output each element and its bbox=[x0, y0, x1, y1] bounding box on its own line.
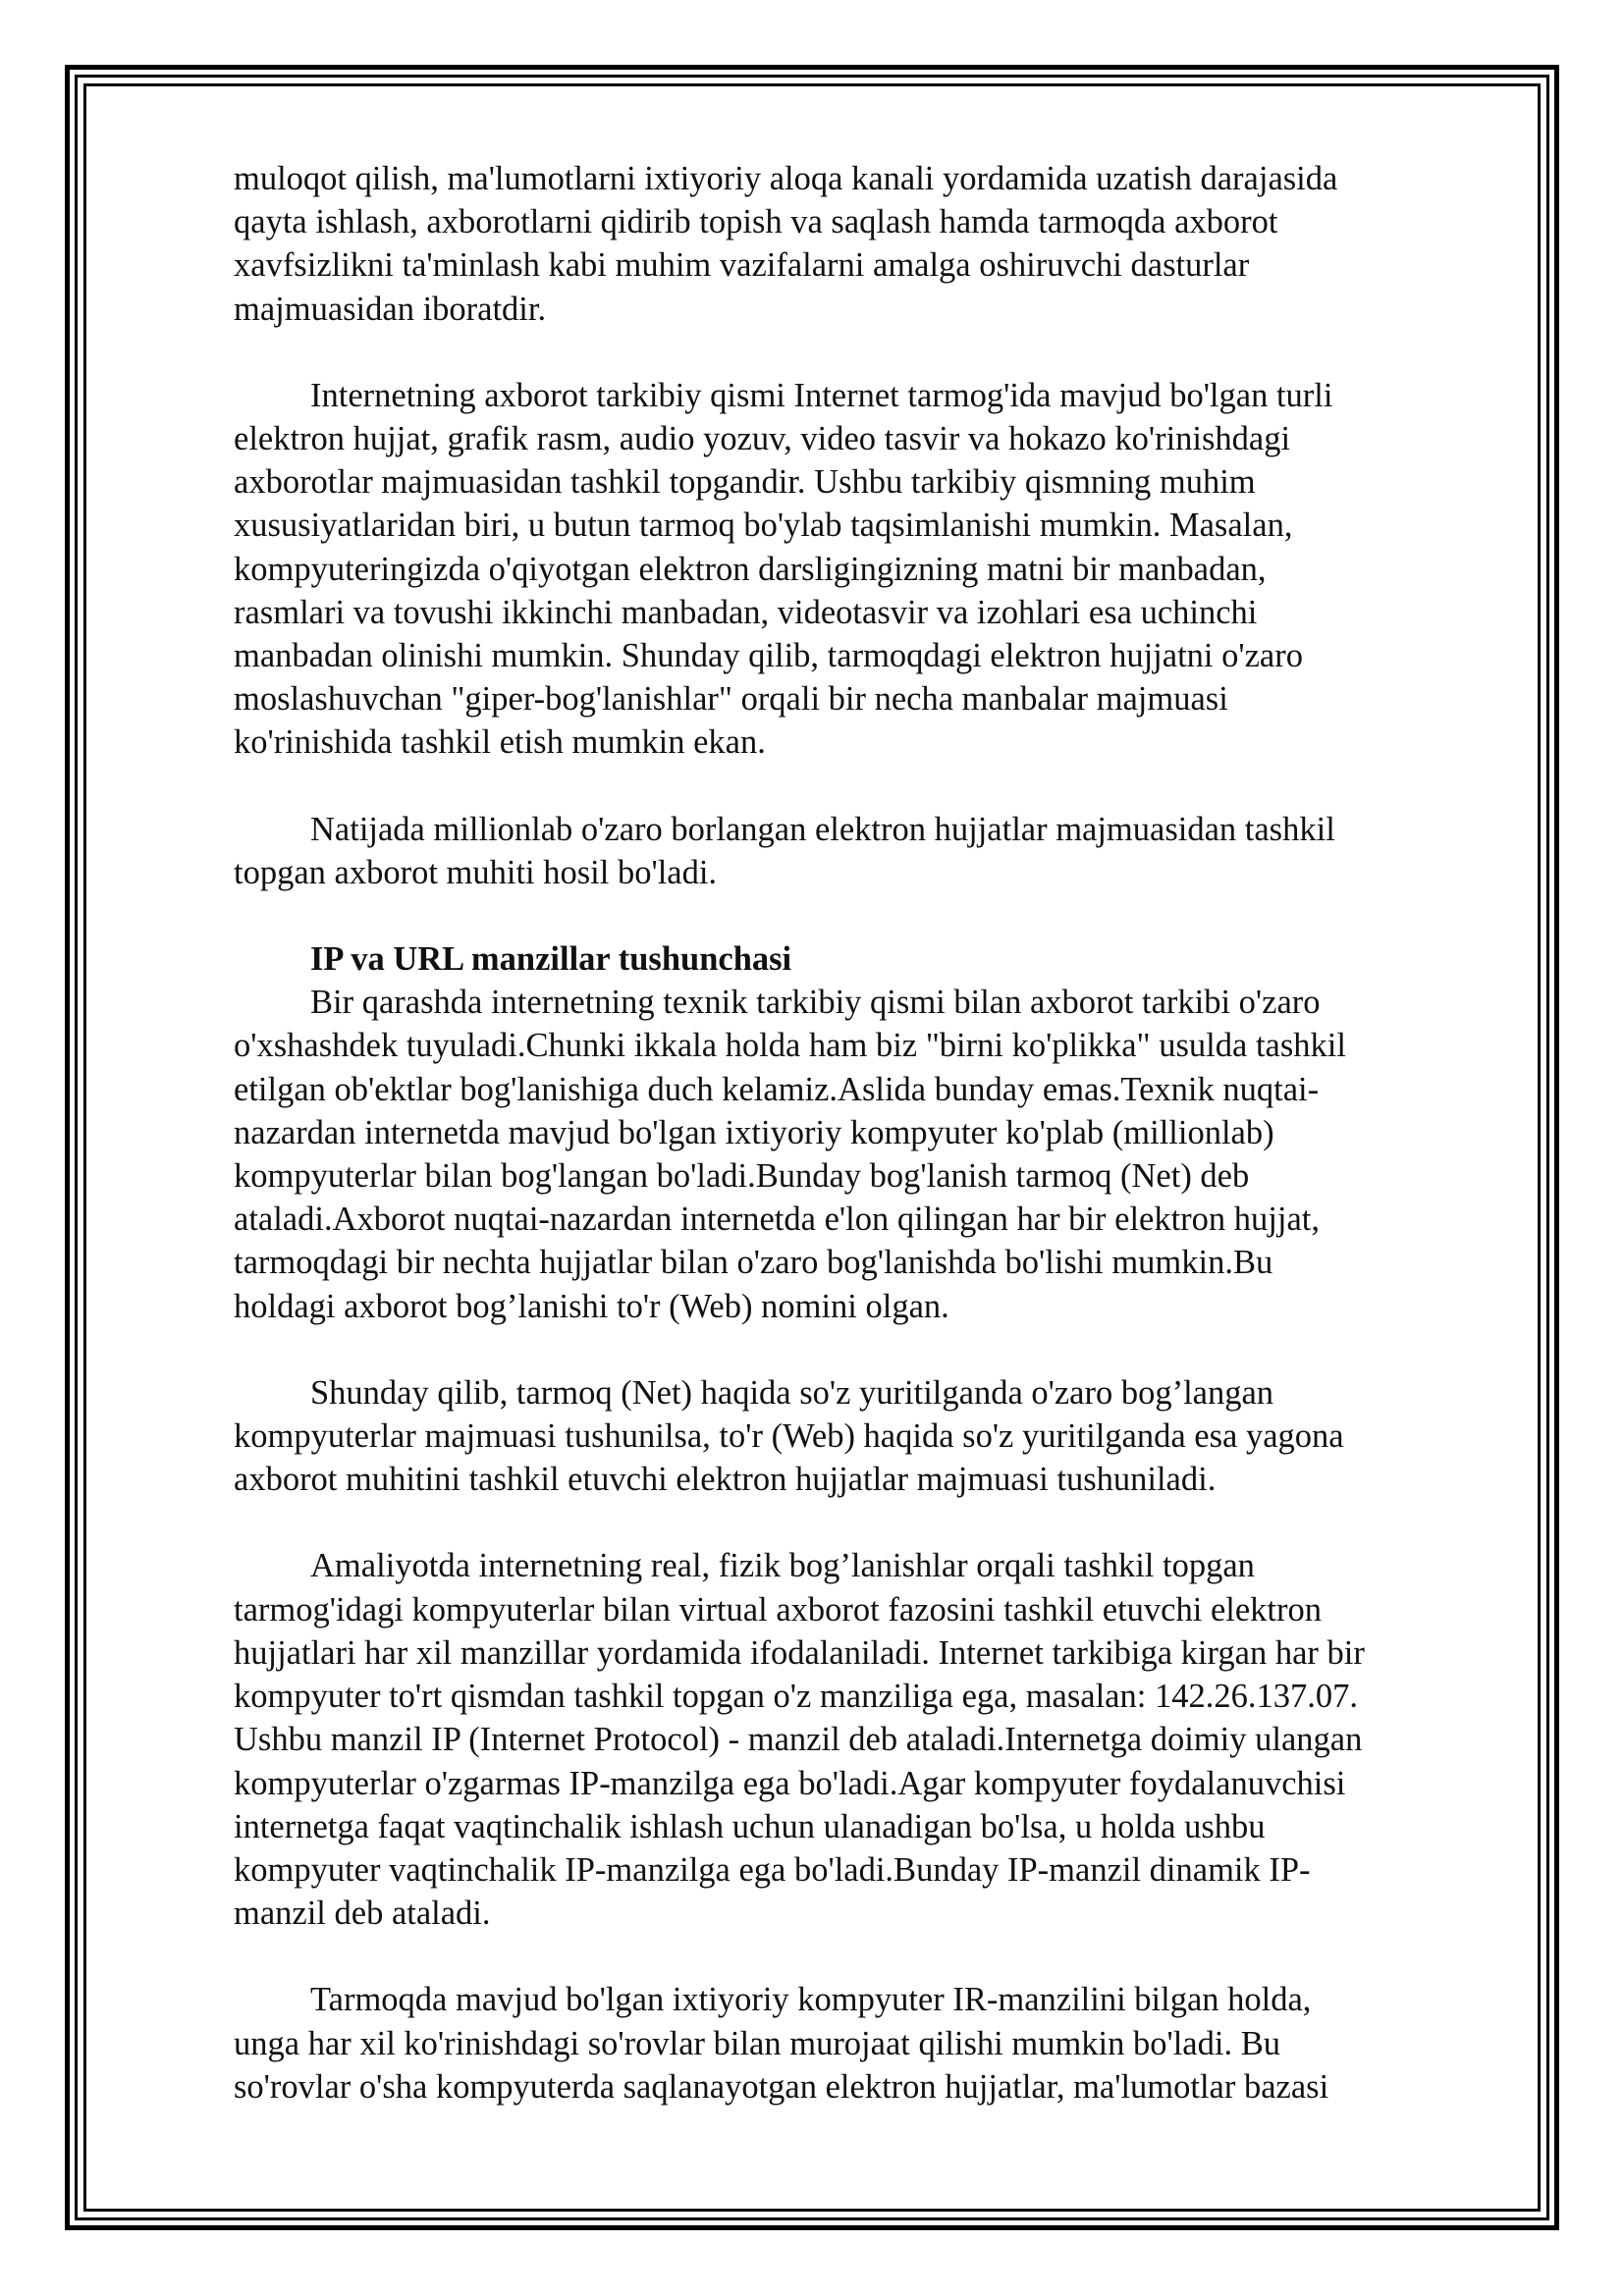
text-line: xavfsizlikni ta'minlash kabi muhim vazifalarni amalga oshiruvchi dasturlar bbox=[234, 246, 1250, 285]
text-line: Bir qarashda internetning texnik tarkibiy qismi bilan axborot tarkibi o'zaro bbox=[310, 984, 1321, 1022]
text-line: qayta ishlash, axborotlarni qidirib topish va saqlash hamda tarmoqda axborot bbox=[234, 203, 1278, 241]
text-line: nazardan internetda mavjud bo'lgan ixtiyoriy kompyuter ko'plab (millionlab) bbox=[234, 1113, 1274, 1151]
text-line: tarmoqdagi bir nechta hujjatlar bilan o'zaro bog'lanishda bo'lishi mumkin.Bu bbox=[234, 1244, 1273, 1282]
text-line: Ushbu manzil IP (Internet Protocol) - manzil deb ataladi.Internetga doimiy ulangan bbox=[234, 1721, 1363, 1759]
text-line: kompyuterlar o'zgarmas IP-manzilga ega bo'ladi.Agar kompyuter foydalanuvchisi bbox=[234, 1764, 1346, 1802]
text-line: Amaliyotda internetning real, fizik bog’lanishlar orqali tashkil topgan bbox=[310, 1547, 1255, 1585]
text-line: Tarmoqda mavjud bo'lgan ixtiyoriy kompyuter IR-manzilini bilgan holda, bbox=[310, 1981, 1312, 2019]
text-line: so'rovlar o'sha kompyuterda saqlanayotgan elektron hujjatlar, ma'lumotlar bazasi bbox=[234, 2067, 1329, 2106]
document-body bbox=[234, 157, 1530, 2109]
text-line: o'xshashdek tuyuladi.Chunki ikkala holda ham biz "birni ko'plikka" usulda tashkil bbox=[234, 1027, 1346, 1065]
text-line: manbadan olinishi mumkin. Shunday qilib, tarmoqdagi elektron hujjatni o'zaro bbox=[234, 637, 1303, 675]
text-line: axborotlar majmuasidan tashkil topgandir. Ushbu tarkibiy qismning muhim bbox=[234, 463, 1256, 502]
text-line: kompyuter vaqtinchalik IP-manzilga ega bo'ladi.Bunday IP-manzil dinamik IP- bbox=[234, 1850, 1311, 1889]
text-line: axborot muhitini tashkil etuvchi elektron hujjatlar majmuasi tushuniladi. bbox=[234, 1461, 1217, 1499]
text-line: ataladi.Axborot nuqtai-nazardan internetda e'lon qilingan har bir elektron hujjat, bbox=[234, 1201, 1320, 1239]
text-line: tarmog'idagi kompyuterlar bilan virtual axborot fazosini tashkil etuvchi elektron bbox=[234, 1590, 1322, 1629]
text-line: manzil deb ataladi. bbox=[234, 1895, 491, 1933]
paragraph-1 bbox=[234, 157, 1530, 331]
text-line: kompyuterlar bilan bog'langan bo'ladi.Bunday bog'lanish tarmoq (Net) deb bbox=[234, 1157, 1250, 1196]
text-line: muloqot qilish, ma'lumotlarni ixtiyoriy aloqa kanali yordamida uzatish darajasida bbox=[234, 160, 1338, 197]
paragraph-4 bbox=[234, 981, 1530, 1328]
text-line: unga har xil ko'rinishdagi so'rovlar bilan murojaat qilishi mumkin bo'ladi. Bu bbox=[234, 2024, 1280, 2062]
text-line: kompyuteringizda o'qiyotgan elektron darsligingizning matni bir manbadan, bbox=[234, 550, 1267, 588]
paragraph-6 bbox=[234, 1544, 1530, 1935]
text-line: Natijada millionlab o'zaro borlangan elektron hujjatlar majmuasidan tashkil bbox=[310, 810, 1335, 848]
text-line: moslashuvchan "giper-bog'lanishlar" orqali bir necha manbalar majmuasi bbox=[234, 680, 1228, 719]
text-line: majmuasidan iboratdir. bbox=[234, 290, 547, 328]
text-line: internetga faqat vaqtinchalik ishlash uchun ulanadigan bo'lsa, u holda ushbu bbox=[234, 1807, 1266, 1845]
paragraph-2 bbox=[234, 374, 1530, 765]
paragraph-5 bbox=[234, 1371, 1530, 1502]
text-line: kompyuterlar majmuasi tushunilsa, to'r (Web) haqida so'z yuritilganda esa yagona bbox=[234, 1417, 1344, 1456]
text-line: topgan axborot muhiti hosil bo'ladi. bbox=[234, 853, 718, 891]
section-heading: IP va URL manzillar tushunchasi bbox=[310, 940, 792, 979]
text-line: Shunday qilib, tarmoq (Net) haqida so'z yuritilganda o'zaro bog’langan bbox=[310, 1373, 1274, 1412]
text-line: elektron hujjat, grafik rasm, audio yozuv, video tasvir va hokazo ko'rinishdagi bbox=[234, 420, 1291, 458]
text-line: etilgan ob'ektlar bog'lanishiga duch kelamiz.Aslida bunday emas.Texnik nuqtai- bbox=[234, 1070, 1320, 1108]
text-line: holdagi axborot bog’lanishi to'r (Web) nomini olgan. bbox=[234, 1287, 949, 1325]
text-line: kompyuter to'rt qismdan tashkil topgan o'z manziliga ega, masalan: 142.26.137.07. bbox=[234, 1678, 1358, 1716]
paragraph-7 bbox=[234, 1978, 1530, 2109]
text-line: Internetning axborot tarkibiy qismi Internet tarmog'ida mavjud bo'lgan turli bbox=[310, 376, 1333, 414]
text-line: hujjatlari har xil manzillar yordamida ifodalaniladi. Internet tarkibiga kirgan har bir bbox=[234, 1633, 1365, 1672]
text-line: ko'rinishida tashkil etish mumkin ekan. bbox=[234, 723, 766, 762]
text-line: xususiyatlaridan biri, u butun tarmoq bo'ylab taqsimlanishi mumkin. Masalan, bbox=[234, 507, 1293, 545]
text-line: rasmlari va tovushi ikkinchi manbadan, videotasvir va izohlari esa uchinchi bbox=[234, 593, 1258, 631]
paragraph-3 bbox=[234, 808, 1530, 894]
